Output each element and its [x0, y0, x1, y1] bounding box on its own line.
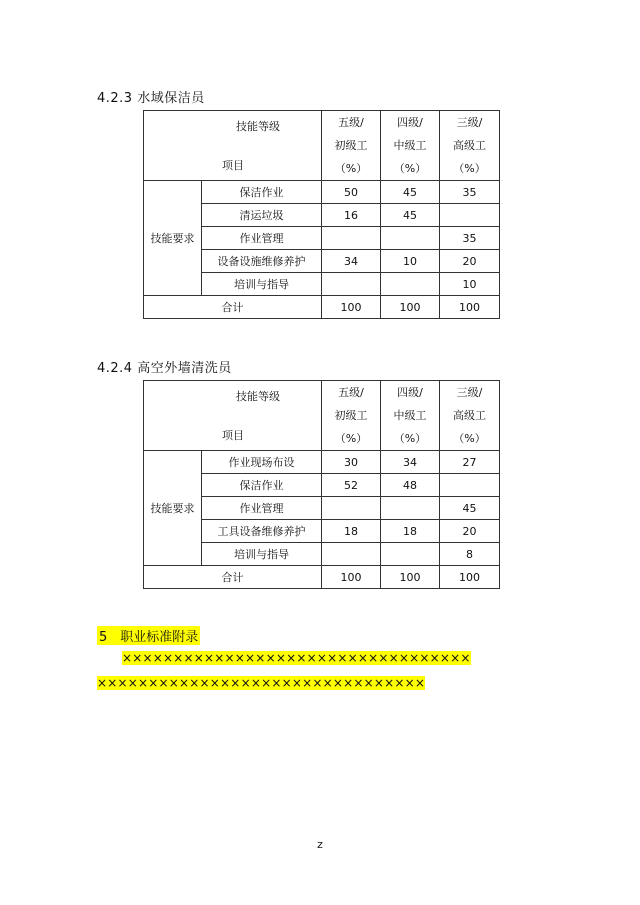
cell-value: 35: [440, 227, 500, 250]
cell-value: [381, 497, 440, 520]
placeholder-text-line-1: ××××××××××××××××××××××××××××××××××: [122, 651, 471, 665]
total-row: [144, 566, 500, 589]
page-number: z: [317, 838, 323, 851]
cell-value: 30: [322, 451, 381, 474]
header-level-4: 四级/ 中级工 （%）: [381, 381, 440, 451]
cell-value: 8: [440, 543, 500, 566]
table-row: [144, 181, 500, 204]
cell-value: 10: [381, 250, 440, 273]
total-value: 100: [440, 566, 500, 589]
skill-table-water-cleaner: [143, 110, 500, 319]
header-skill-level-label: 技能等级: [236, 120, 280, 133]
total-value: 100: [381, 566, 440, 589]
cell-value: 27: [440, 451, 500, 474]
cell-value: [381, 543, 440, 566]
cell-value: [322, 543, 381, 566]
row-item: 清运垃圾: [202, 204, 322, 227]
row-item: 作业现场布设: [202, 451, 322, 474]
header-level-3: 三级/ 高级工 （%）: [440, 381, 500, 451]
cell-value: 18: [381, 520, 440, 543]
total-value: 100: [322, 566, 381, 589]
cell-value: 35: [440, 181, 500, 204]
row-item: 设备设施维修养护: [202, 250, 322, 273]
total-value: 100: [381, 296, 440, 319]
section-heading-4-2-4: 4.2.4 高空外墙清洗员: [97, 361, 232, 376]
group-label-skill-requirements: 技能要求: [144, 181, 202, 296]
row-item: 作业管理: [202, 497, 322, 520]
total-label: 合计: [144, 566, 322, 589]
cell-value: [440, 204, 500, 227]
row-item: 保洁作业: [202, 181, 322, 204]
cell-value: 45: [440, 497, 500, 520]
section-heading-5-appendix: 5 职业标准附录: [97, 626, 200, 645]
cell-value: 34: [381, 451, 440, 474]
header-level-4: 四级/ 中级工 （%）: [381, 111, 440, 181]
cell-value: 45: [381, 181, 440, 204]
row-item: 工具设备维修养护: [202, 520, 322, 543]
header-skill-level-label: 技能等级: [236, 390, 280, 403]
cell-value: 10: [440, 273, 500, 296]
group-label-skill-requirements: 技能要求: [144, 451, 202, 566]
header-item-label: 项目: [222, 159, 244, 172]
cell-value: 20: [440, 520, 500, 543]
cell-value: 20: [440, 250, 500, 273]
placeholder-text-line-2: ××××××××××××××××××××××××××××××××: [97, 676, 426, 690]
row-item: 培训与指导: [202, 543, 322, 566]
cell-value: [322, 497, 381, 520]
skill-table-facade-cleaner: [143, 380, 500, 589]
header-corner-cell: [144, 381, 322, 451]
total-value: 100: [440, 296, 500, 319]
cell-value: [381, 227, 440, 250]
header-level-3: 三级/ 高级工 （%）: [440, 111, 500, 181]
cell-value: 18: [322, 520, 381, 543]
cell-value: [322, 273, 381, 296]
row-item: 培训与指导: [202, 273, 322, 296]
cell-value: 45: [381, 204, 440, 227]
section-heading-4-2-3: 4.2.3 水域保洁员: [97, 91, 205, 106]
cell-value: 34: [322, 250, 381, 273]
header-item-label: 项目: [222, 429, 244, 442]
total-row: [144, 296, 500, 319]
row-item: 保洁作业: [202, 474, 322, 497]
cell-value: 50: [322, 181, 381, 204]
cell-value: 16: [322, 204, 381, 227]
cell-value: [322, 227, 381, 250]
table-row: [144, 451, 500, 474]
cell-value: 52: [322, 474, 381, 497]
total-label: 合计: [144, 296, 322, 319]
total-value: 100: [322, 296, 381, 319]
row-item: 作业管理: [202, 227, 322, 250]
cell-value: 48: [381, 474, 440, 497]
header-level-5: 五级/ 初级工 （%）: [322, 381, 381, 451]
cell-value: [440, 474, 500, 497]
header-corner-cell: [144, 111, 322, 181]
header-level-5: 五级/ 初级工 （%）: [322, 111, 381, 181]
cell-value: [381, 273, 440, 296]
